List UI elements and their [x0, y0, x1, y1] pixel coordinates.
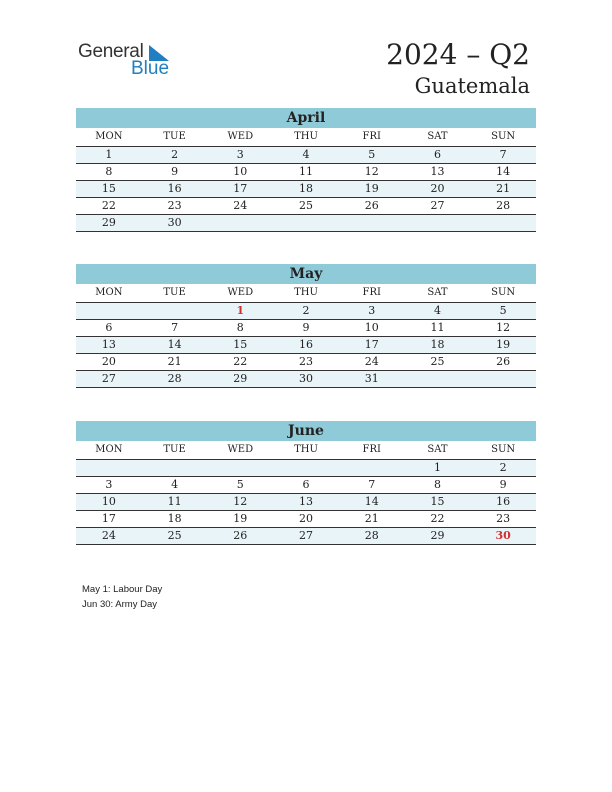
day-cell: 28 [496, 199, 511, 212]
day-cell: 23 [496, 512, 511, 525]
day-cell: 13 [299, 495, 314, 508]
day-cell: 21 [496, 182, 511, 195]
month-june [76, 421, 536, 545]
logo-text-general: General [78, 41, 144, 62]
day-cell: 18 [299, 182, 314, 195]
day-cell: 23 [299, 355, 314, 368]
day-cell: 21 [364, 512, 379, 525]
day-cell: 30 [495, 529, 511, 542]
day-cell: 29 [430, 529, 445, 542]
weekday-label: SAT [427, 287, 448, 298]
day-cell: 16 [299, 338, 314, 351]
day-cell: 27 [430, 199, 445, 212]
week-row [76, 320, 536, 337]
day-cell [405, 215, 471, 231]
week-row [76, 477, 536, 494]
day-cell: 26 [496, 355, 511, 368]
day-cell: 7 [368, 478, 376, 491]
day-cell: 17 [101, 512, 116, 525]
day-cell [207, 215, 273, 231]
month-title: May [76, 264, 536, 284]
day-cell: 3 [236, 148, 244, 161]
day-cell: 10 [233, 165, 248, 178]
day-cell: 5 [236, 478, 244, 491]
day-cell: 12 [233, 495, 248, 508]
day-cell: 9 [499, 478, 507, 491]
week-row [76, 164, 536, 181]
day-cell: 19 [364, 182, 379, 195]
day-cell [142, 460, 208, 476]
day-cell: 20 [101, 355, 116, 368]
day-cell: 19 [233, 512, 248, 525]
day-cell: 13 [101, 338, 116, 351]
weekday-label: FRI [362, 131, 381, 142]
day-cell: 18 [167, 512, 182, 525]
weekday-label: TUE [163, 444, 186, 455]
holiday-note: Jun 30: Army Day [82, 599, 157, 610]
day-cell: 11 [299, 165, 314, 178]
day-cell: 30 [167, 216, 182, 229]
day-cell: 27 [299, 529, 314, 542]
weekday-label: SUN [491, 287, 516, 298]
month-april [76, 108, 536, 232]
week-row [76, 460, 536, 477]
weekday-label: THU [294, 444, 318, 455]
weekday-label: MON [95, 131, 123, 142]
month-title: April [76, 108, 536, 128]
day-cell: 1 [236, 304, 245, 317]
day-cell: 15 [233, 338, 248, 351]
day-cell: 1 [433, 461, 441, 474]
country-subtitle: Guatemala [414, 74, 530, 98]
day-cell [76, 460, 142, 476]
day-cell: 29 [233, 372, 248, 385]
generalblue-logo [78, 41, 178, 81]
day-cell: 9 [302, 321, 310, 334]
weekday-header [76, 128, 536, 147]
weekday-label: SUN [491, 131, 516, 142]
day-cell: 26 [233, 529, 248, 542]
day-cell: 2 [302, 304, 310, 317]
day-cell: 5 [499, 304, 507, 317]
weekday-label: MON [95, 287, 123, 298]
day-cell: 11 [430, 321, 445, 334]
day-cell: 14 [167, 338, 182, 351]
weekday-header [76, 441, 536, 460]
month-title: June [76, 421, 536, 441]
weekday-label: MON [95, 444, 123, 455]
day-cell [273, 460, 339, 476]
day-cell: 4 [171, 478, 179, 491]
day-cell: 29 [101, 216, 116, 229]
week-row [76, 354, 536, 371]
month-grid [76, 147, 536, 232]
week-row [76, 511, 536, 528]
day-cell: 4 [302, 148, 310, 161]
month-may [76, 264, 536, 388]
logo-text-blue: Blue [131, 58, 170, 79]
weekday-label: TUE [163, 131, 186, 142]
week-row [76, 198, 536, 215]
day-cell: 18 [430, 338, 445, 351]
day-cell: 15 [430, 495, 445, 508]
day-cell: 7 [171, 321, 179, 334]
weekday-label: TUE [163, 287, 186, 298]
day-cell: 6 [433, 148, 441, 161]
day-cell: 31 [364, 372, 379, 385]
day-cell: 4 [433, 304, 441, 317]
weekday-label: FRI [362, 287, 381, 298]
day-cell: 3 [105, 478, 113, 491]
week-row [76, 181, 536, 198]
day-cell: 10 [101, 495, 116, 508]
week-row [76, 215, 536, 232]
day-cell: 7 [499, 148, 507, 161]
day-cell: 6 [302, 478, 310, 491]
day-cell [76, 303, 142, 319]
day-cell: 1 [105, 148, 113, 161]
day-cell [470, 215, 536, 231]
day-cell: 14 [496, 165, 511, 178]
holiday-notes [82, 582, 162, 612]
day-cell [142, 303, 208, 319]
day-cell [405, 371, 471, 387]
weekday-header [76, 284, 536, 303]
day-cell [470, 371, 536, 387]
weekday-label: SAT [427, 444, 448, 455]
day-cell: 25 [299, 199, 314, 212]
day-cell: 8 [236, 321, 244, 334]
day-cell: 25 [167, 529, 182, 542]
day-cell: 19 [496, 338, 511, 351]
day-cell: 26 [364, 199, 379, 212]
day-cell: 11 [167, 495, 182, 508]
weekday-label: WED [227, 287, 254, 298]
week-row [76, 371, 536, 388]
weekday-label: WED [227, 444, 254, 455]
day-cell: 16 [496, 495, 511, 508]
month-grid [76, 303, 536, 388]
day-cell: 17 [364, 338, 379, 351]
month-grid [76, 460, 536, 545]
day-cell: 17 [233, 182, 248, 195]
day-cell [207, 460, 273, 476]
weekday-label: THU [294, 131, 318, 142]
day-cell: 2 [499, 461, 507, 474]
weekday-label: WED [227, 131, 254, 142]
week-row [76, 528, 536, 545]
day-cell: 27 [101, 372, 116, 385]
week-row [76, 494, 536, 511]
week-row [76, 337, 536, 354]
day-cell: 30 [299, 372, 314, 385]
day-cell: 15 [101, 182, 116, 195]
week-row [76, 303, 536, 320]
week-row [76, 147, 536, 164]
day-cell: 13 [430, 165, 445, 178]
day-cell: 9 [171, 165, 179, 178]
day-cell: 22 [233, 355, 248, 368]
day-cell: 28 [167, 372, 182, 385]
holiday-note: May 1: Labour Day [82, 584, 163, 595]
day-cell: 8 [433, 478, 441, 491]
day-cell: 10 [364, 321, 379, 334]
day-cell: 6 [105, 321, 113, 334]
day-cell: 16 [167, 182, 182, 195]
day-cell: 24 [233, 199, 248, 212]
day-cell: 22 [430, 512, 445, 525]
day-cell: 20 [299, 512, 314, 525]
day-cell: 3 [368, 304, 376, 317]
day-cell: 21 [167, 355, 182, 368]
page-title: 2024 – Q2 [386, 38, 530, 71]
day-cell: 20 [430, 182, 445, 195]
weekday-label: THU [294, 287, 318, 298]
day-cell: 12 [496, 321, 511, 334]
day-cell: 24 [101, 529, 116, 542]
day-cell: 12 [364, 165, 379, 178]
weekday-label: SAT [427, 131, 448, 142]
weekday-label: SUN [491, 444, 516, 455]
day-cell: 14 [364, 495, 379, 508]
day-cell: 5 [368, 148, 376, 161]
day-cell: 28 [364, 529, 379, 542]
day-cell: 8 [105, 165, 113, 178]
day-cell: 24 [364, 355, 379, 368]
day-cell: 2 [171, 148, 179, 161]
day-cell [339, 215, 405, 231]
day-cell [273, 215, 339, 231]
day-cell: 22 [101, 199, 116, 212]
weekday-label: FRI [362, 444, 381, 455]
day-cell: 25 [430, 355, 445, 368]
day-cell: 23 [167, 199, 182, 212]
day-cell [339, 460, 405, 476]
